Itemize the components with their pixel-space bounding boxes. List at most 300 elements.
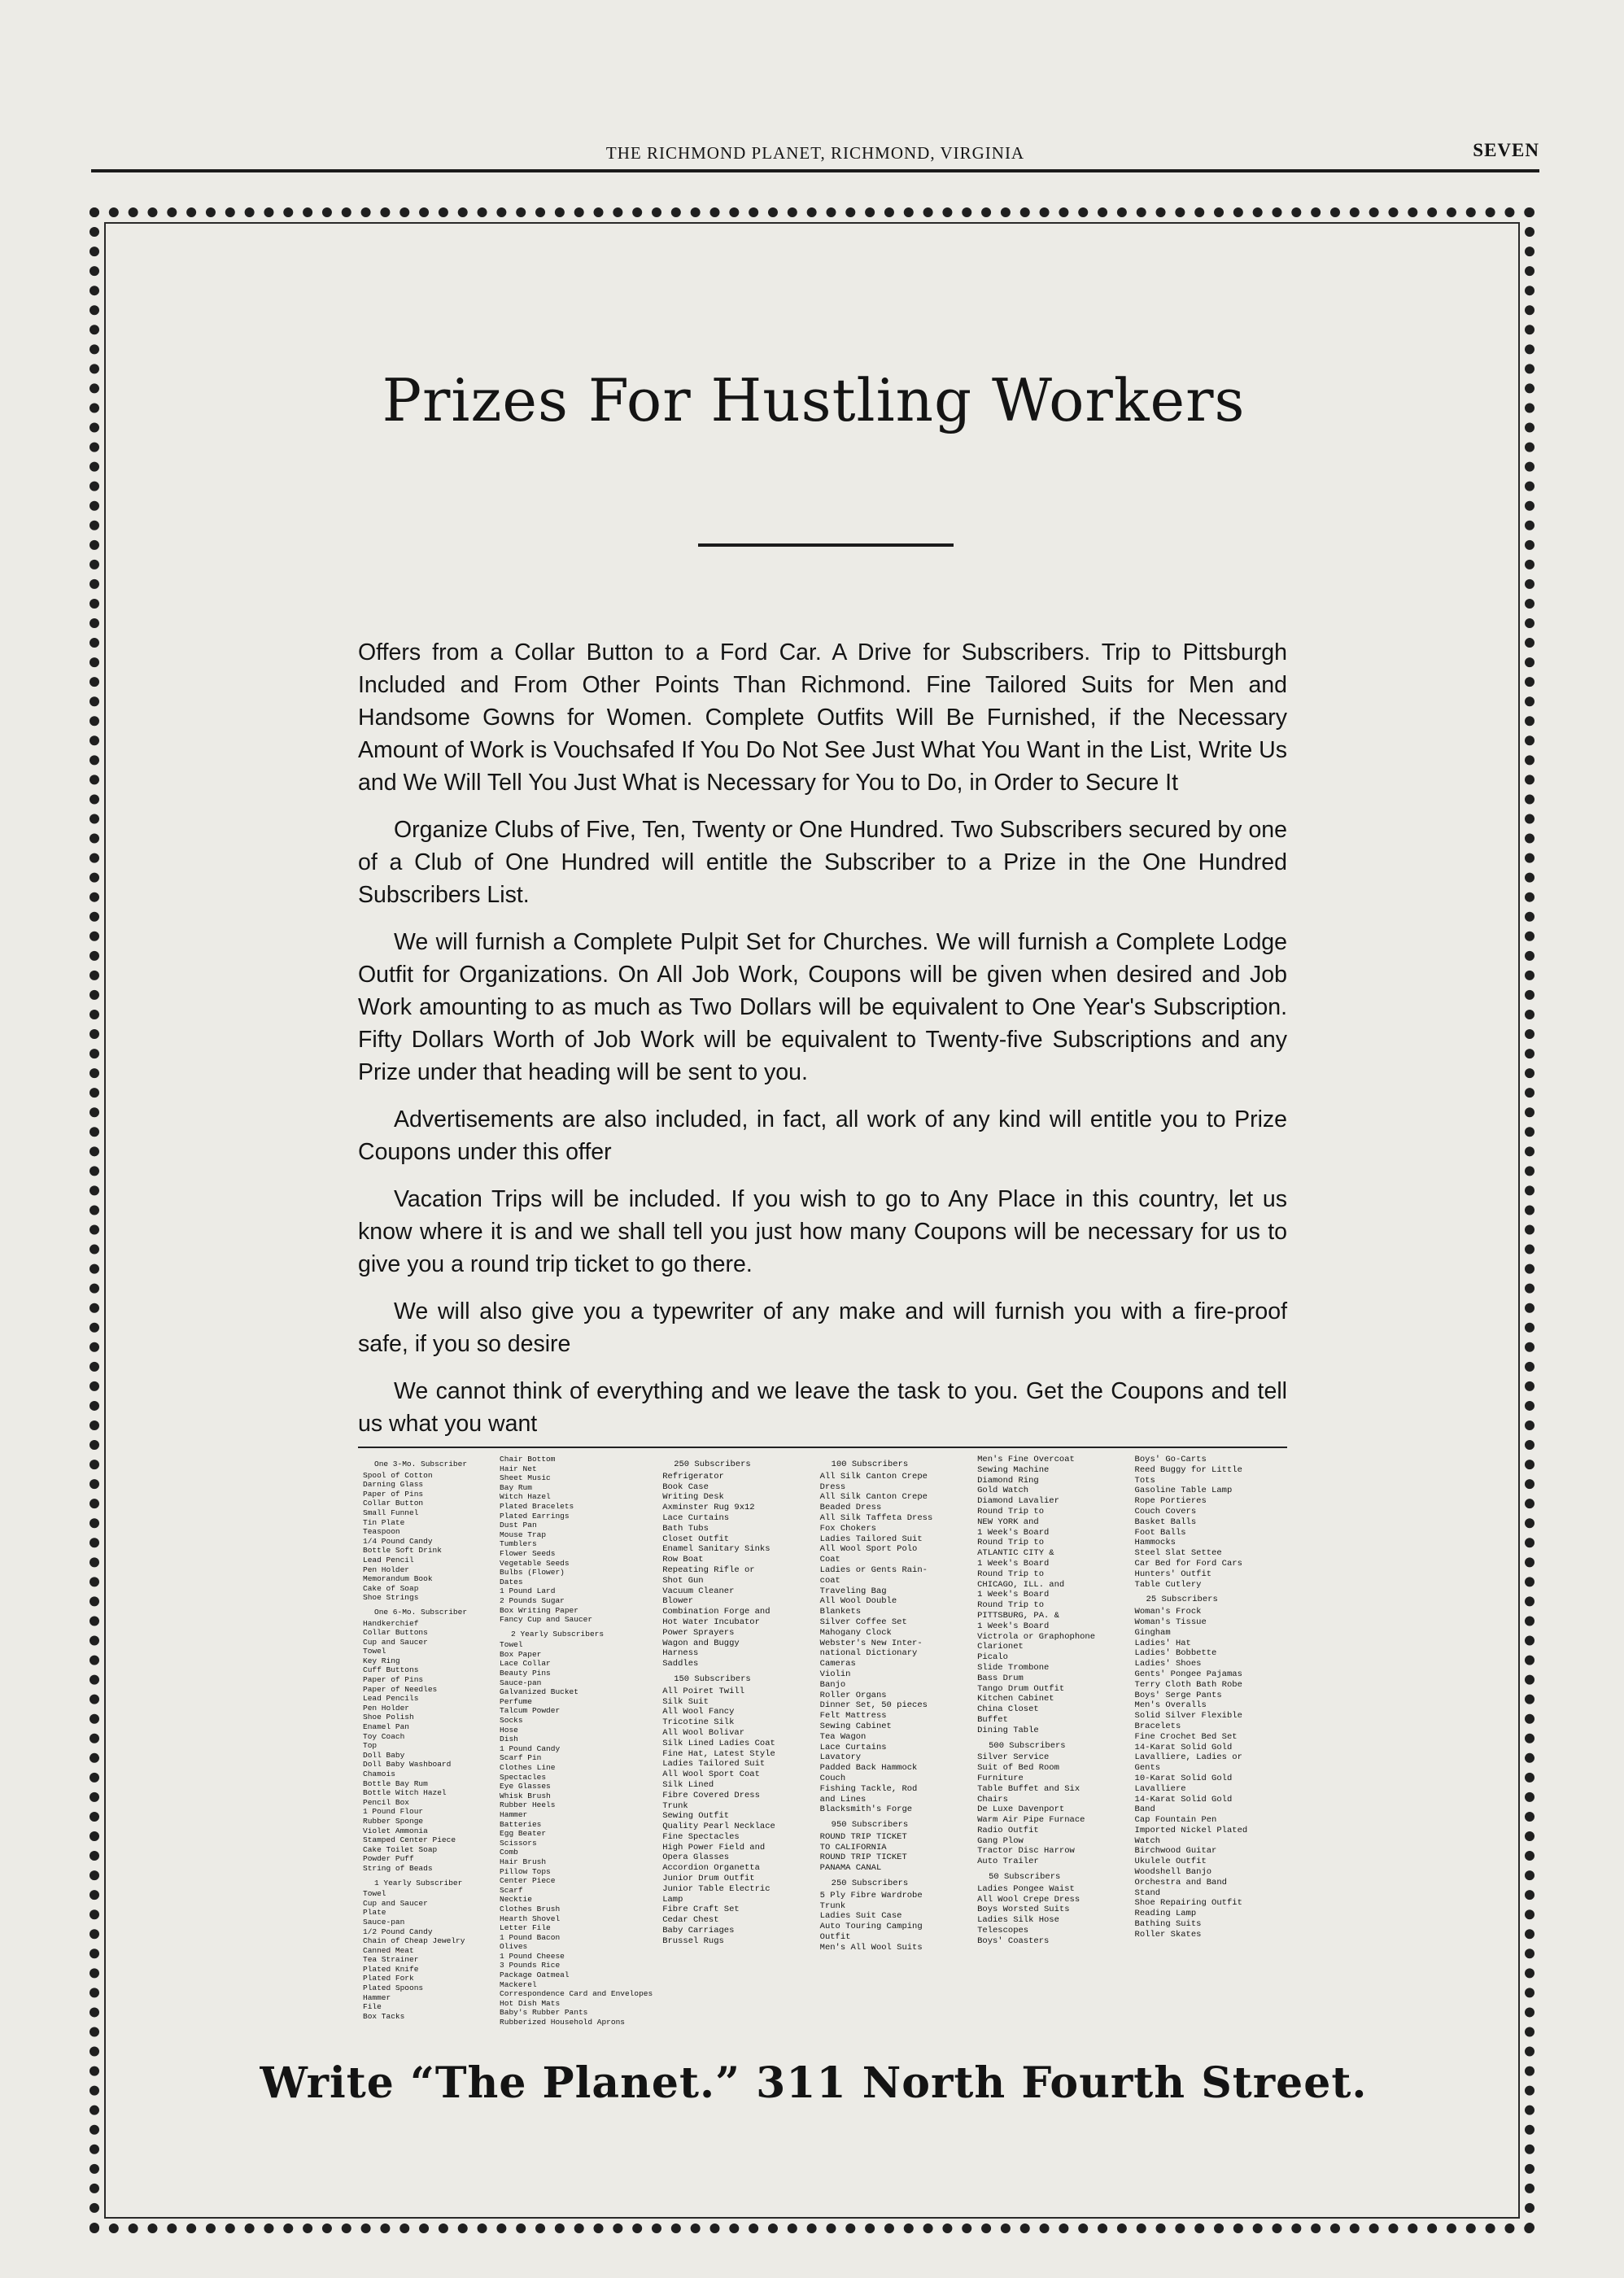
prize-item: Traveling Bag: [819, 1586, 887, 1596]
prize-item: Opera Glasses: [662, 1853, 730, 1863]
prize-item: Boys' Serge Pants: [1134, 1690, 1222, 1700]
prize-item: Diamond Ring: [977, 1475, 1039, 1486]
prize-item: Hearth Shovel: [500, 1914, 561, 1923]
prize-item: Scissors: [500, 1838, 537, 1848]
prize-item: Talcum Powder: [500, 1706, 561, 1716]
prize-item: 1 Week's Board: [977, 1558, 1050, 1569]
headline: Prizes For Hustling Workers: [382, 366, 1246, 434]
page-number: SEVEN: [1473, 140, 1539, 160]
prize-item: CHICAGO, ILL. and: [977, 1579, 1065, 1590]
prize-item: Darning Glass: [363, 1480, 424, 1490]
prize-item: Rubber Sponge: [363, 1816, 424, 1826]
prize-item: Picalo: [977, 1652, 1008, 1663]
prize-item: Hair Net: [500, 1464, 537, 1473]
prize-item: Watch: [1134, 1835, 1161, 1846]
masthead-rule: [91, 169, 1539, 172]
prize-item: Tricotine Silk: [662, 1717, 735, 1728]
prize-item: Solid Silver Flexible: [1134, 1711, 1242, 1722]
prize-item: Stand: [1134, 1887, 1161, 1898]
prize-item: Lavatory: [819, 1752, 862, 1763]
prize-item: Scarf: [500, 1885, 523, 1895]
prize-item: Banjo: [819, 1679, 846, 1690]
prize-item: Webster's New Inter-: [819, 1638, 923, 1648]
prize-item: Basket Balls: [1134, 1516, 1197, 1527]
prize-item: Flower Seeds: [500, 1548, 556, 1558]
prize-item: 1 Week's Board: [977, 1590, 1050, 1600]
prize-item: Ladies Tailored Suit: [662, 1759, 766, 1770]
prize-item: Hot Dish Mats: [500, 1998, 561, 2008]
prize-item: Roller Organs: [819, 1690, 887, 1700]
prize-tier-heading: 2 Yearly Subscribers: [511, 1629, 605, 1639]
prize-item: Auto Trailer: [977, 1857, 1039, 1867]
prize-item: Plated Bracelets: [500, 1501, 574, 1511]
prize-item: Radio Outfit: [977, 1825, 1039, 1835]
prize-item: Pen Holder: [363, 1564, 410, 1574]
prize-item: Clothes Brush: [500, 1904, 561, 1914]
prize-item: 1 Pound Lard: [500, 1586, 556, 1596]
prize-item: 1 Week's Board: [977, 1621, 1050, 1631]
prize-item: All Wool Sport Coat: [662, 1770, 760, 1780]
prize-item: Hammer: [500, 1809, 528, 1819]
prize-item: coat: [819, 1575, 840, 1586]
paragraph-vacation-trips: Vacation Trips will be included. If you wish to go to Any Place in this country, let us know where it is and we shall tell you just how many Coupons will be necessary for us to give you a round trip ticket to go there.: [358, 1186, 1287, 1277]
prize-item: Handkerchief: [363, 1618, 419, 1628]
prize-item: Book Case: [662, 1482, 709, 1492]
prize-item: Victrola or Graphophone: [977, 1631, 1096, 1642]
prize-item: Dust Pan: [500, 1521, 537, 1530]
prize-item: 2 Pounds Sugar: [500, 1595, 565, 1605]
prize-item: Letter File: [500, 1923, 551, 1933]
prize-item: Foot Balls: [1134, 1527, 1186, 1538]
prize-item: All Poiret Twill: [662, 1686, 745, 1696]
prize-item: Enamel Pan: [363, 1722, 410, 1732]
prize-item: Dates: [500, 1577, 523, 1586]
prize-item: Bottle Bay Rum: [363, 1778, 428, 1788]
prize-item: Bottle Soft Drink: [363, 1546, 442, 1556]
prize-item: Hair Brush: [500, 1857, 547, 1866]
prize-item: Cake Toilet Soap: [363, 1844, 438, 1854]
prize-item: Powder Puff: [363, 1854, 414, 1864]
prize-item: Plated Spoons: [363, 1983, 424, 1993]
prize-item: Hunters' Outfit: [1134, 1569, 1212, 1579]
prize-column: [815, 1448, 972, 2023]
prize-item: national Dictionary: [819, 1648, 918, 1659]
prize-item: Gingham: [1134, 1627, 1171, 1638]
prize-item: Package Oatmeal: [500, 1970, 570, 1980]
prize-item: Eye Glasses: [500, 1782, 551, 1791]
prize-item: Tractor Disc Harrow: [977, 1846, 1075, 1857]
prize-item: Orchestra and Band: [1134, 1877, 1227, 1887]
prize-item: Harness: [662, 1648, 699, 1659]
paragraph-clubs: Organize Clubs of Five, Ten, Twenty or One Hundred. Two Subscribers secured by one of a Club of One Hundred will entitle the Subscriber to a Prize in the One Hundred Subscribers List.: [358, 817, 1287, 908]
prize-item: Lace Curtains: [662, 1512, 730, 1523]
prize-item: All Wool Sport Polo: [819, 1544, 918, 1555]
prize-item: Sheet Music: [500, 1473, 551, 1483]
prize-item: Perfume: [500, 1696, 532, 1706]
prize-item: 1 Pound Cheese: [500, 1951, 565, 1961]
prize-item: 1 Pound Flour: [363, 1807, 424, 1817]
prize-item: 10-Karat Solid Gold: [1134, 1773, 1233, 1783]
prize-item: Fishing Tackle, Rod: [819, 1783, 918, 1794]
prize-tier-heading: 500 Subscribers: [989, 1740, 1066, 1751]
prize-column: [657, 1448, 814, 2023]
prize-item: Trunk: [819, 1901, 846, 1911]
prize-item: Quality Pearl Necklace: [662, 1822, 775, 1832]
prize-item: Canned Meat: [363, 1945, 414, 1955]
prize-item: Slide Trombone: [977, 1662, 1050, 1673]
prize-item: Kitchen Cabinet: [977, 1694, 1054, 1704]
prize-item: Galvanized Bucket: [500, 1687, 578, 1697]
prize-item: Trunk: [662, 1800, 688, 1811]
prize-item: Couch: [819, 1773, 846, 1783]
prize-item: Doll Baby Washboard: [363, 1760, 452, 1770]
prize-item: China Closet: [977, 1704, 1039, 1715]
prize-item: Ladies Pongee Waist: [977, 1883, 1075, 1894]
prize-item: Birchwood Guitar: [1134, 1846, 1217, 1857]
prize-item: Pillow Tops: [500, 1866, 551, 1876]
prize-tier-heading: One 6-Mo. Subscriber: [374, 1607, 468, 1617]
prize-item: Lavalliere: [1134, 1783, 1186, 1794]
prize-item: Tots: [1134, 1475, 1155, 1486]
prize-item: Blacksmith's Forge: [819, 1805, 913, 1815]
prize-item: Cup and Saucer: [363, 1637, 428, 1647]
prize-item: Furniture: [977, 1773, 1024, 1783]
prize-item: Paper of Pins: [363, 1489, 424, 1499]
prize-item: Memorandum Book: [363, 1574, 433, 1584]
prize-item: 3 Pounds Rice: [500, 1961, 561, 1970]
prize-item: Enamel Sanitary Sinks: [662, 1544, 771, 1555]
footer-address: Write “The Planet.” 311 North Fourth Street.: [260, 2058, 1368, 2108]
prize-item: Sauce-pan: [500, 1678, 542, 1687]
prize-item: 1 Week's Board: [977, 1527, 1050, 1538]
prize-tier-heading: 50 Subscribers: [989, 1872, 1061, 1883]
prize-item: Terry Cloth Bath Robe: [1134, 1679, 1242, 1690]
prize-item: Rubber Heels: [500, 1800, 556, 1810]
prize-item: Ladies Suit Case: [819, 1911, 902, 1922]
prize-item: Silk Lined Ladies Coat: [662, 1738, 775, 1748]
prize-item: Lamp: [662, 1894, 683, 1905]
prize-item: Fibre Covered Dress: [662, 1790, 760, 1800]
prize-item: Cedar Chest: [662, 1915, 719, 1926]
prize-item: Towel: [363, 1889, 386, 1899]
prize-item: Witch Hazel: [500, 1492, 551, 1502]
prize-item: Toy Coach: [363, 1731, 405, 1741]
prize-item: Auto Touring Camping: [819, 1922, 923, 1932]
prize-item: Refrigerator: [662, 1471, 724, 1482]
prize-item: Violin: [819, 1669, 851, 1679]
prize-item: Collar Button: [363, 1499, 424, 1508]
prize-item: Sewing Machine: [977, 1464, 1050, 1475]
prize-item: Gang Plow: [977, 1835, 1024, 1846]
prize-item: Dinner Set, 50 pieces: [819, 1700, 928, 1711]
prize-item: Junior Table Electric: [662, 1883, 771, 1894]
prize-item: Clarionet: [977, 1642, 1024, 1652]
prize-item: Woodshell Banjo: [1134, 1867, 1212, 1878]
prize-item: Lead Pencils: [363, 1694, 419, 1704]
prize-item: Silk Suit: [662, 1696, 709, 1707]
prize-item: Accordion Organetta: [662, 1863, 760, 1874]
paragraph-advertisements: Advertisements are also included, in fact, all work of any kind will entitle you to Prize Coupons under this offer: [358, 1106, 1287, 1165]
prize-item: Sewing Cabinet: [819, 1721, 892, 1731]
prize-item: All Silk Canton Crepe: [819, 1492, 928, 1503]
prize-item: Vegetable Seeds: [500, 1558, 570, 1568]
prize-item: Shot Gun: [662, 1575, 704, 1586]
prize-item: Chairs: [977, 1794, 1008, 1805]
prize-item: Hot Water Incubator: [662, 1617, 760, 1627]
prize-item: Sewing Outfit: [662, 1811, 730, 1822]
prize-item: Cake of Soap: [363, 1583, 419, 1593]
prize-item: Sauce-pan: [363, 1917, 405, 1927]
prize-item: Blankets: [819, 1607, 862, 1617]
prize-tier-heading: One 3-Mo. Subscriber: [374, 1460, 468, 1468]
prize-item: Chain of Cheap Jewelry: [363, 1936, 465, 1946]
prize-item: and Lines: [819, 1794, 867, 1805]
headline-rule: [698, 543, 954, 547]
prize-item: Padded Back Hammock: [819, 1763, 918, 1774]
prize-item: Outfit: [819, 1932, 851, 1943]
prize-item: Blower: [662, 1596, 693, 1607]
prize-item: Socks: [500, 1716, 523, 1726]
prize-item: ROUND TRIP TICKET: [819, 1853, 907, 1863]
prize-item: Saddles: [662, 1659, 699, 1669]
prize-item: Plate: [363, 1908, 386, 1918]
prize-item: Cameras: [819, 1659, 856, 1669]
prize-item: Round Trip to: [977, 1600, 1045, 1611]
prize-item: Mahogany Clock: [819, 1627, 892, 1638]
prize-item: TO CALIFORNIA: [819, 1842, 887, 1853]
prize-item: Car Bed for Ford Cars: [1134, 1558, 1242, 1569]
prize-item: Chamois: [363, 1770, 395, 1778]
prize-item: Key Ring: [363, 1656, 400, 1665]
prize-tier-heading: 25 Subscribers: [1146, 1595, 1218, 1605]
prize-column: [495, 1448, 657, 2027]
prize-item: Woman's Frock: [1134, 1607, 1202, 1617]
prize-item: Round Trip to: [977, 1569, 1045, 1579]
paragraph-intro: Offers from a Collar Button to a Ford Car. A Drive for Subscribers. Trip to Pittsburgh Included and From Other Points Than Richmond. Fine Tailored Suits for Men and Handsome Gowns for Women. Complete Outfits Will Be Furnished, if the Necessary Amount of Work is Vouchsafed If You Do Not See Just What You Want in the List, Write Us and We Will Tell You Just What is Necessary for You to Do, in Order to Secure It: [358, 639, 1287, 796]
prize-item: Egg Beater: [500, 1829, 547, 1839]
prize-item: Junior Drum Outfit: [662, 1874, 755, 1884]
prize-item: Cap Fountain Pen: [1134, 1815, 1217, 1826]
prize-item: Hose: [500, 1725, 518, 1735]
prize-item: Ladies Tailored Suit: [819, 1534, 923, 1544]
prize-item: Wagon and Buggy: [662, 1638, 740, 1648]
prize-tier-heading: 950 Subscribers: [831, 1820, 909, 1831]
prize-item: Spool of Cotton: [363, 1470, 433, 1480]
prize-item: Men's Overalls: [1134, 1700, 1207, 1711]
masthead-title: THE RICHMOND PLANET, RICHMOND, VIRGINIA: [605, 143, 1025, 163]
prize-item: Table Buffet and Six: [977, 1783, 1080, 1794]
prize-item: Ladies or Gents Rain-: [819, 1564, 928, 1575]
prize-item: Power Sprayers: [662, 1627, 735, 1638]
prize-item: Reading Lamp: [1134, 1909, 1197, 1919]
prize-item: Coat: [819, 1555, 840, 1565]
prize-item: 14-Karat Solid Gold: [1134, 1742, 1233, 1752]
prize-item: Tin Plate: [363, 1517, 405, 1527]
prize-item: High Power Field and: [662, 1842, 766, 1853]
prize-item: Spectacles: [500, 1772, 547, 1782]
prize-tier-heading: 1 Yearly Subscriber: [374, 1878, 463, 1887]
article-body: [358, 636, 1287, 1455]
prize-item: Suit of Bed Room: [977, 1763, 1059, 1774]
prize-item: Lace Collar: [500, 1659, 551, 1669]
prize-item: 5 Ply Fibre Wardrobe: [819, 1890, 923, 1901]
prize-item: Box Tacks: [363, 2011, 405, 2021]
prize-item: 1 Pound Candy: [500, 1743, 561, 1753]
prize-item: Men's Fine Overcoat: [977, 1455, 1075, 1464]
prize-item: File: [363, 2002, 382, 2012]
prize-item: Paper of Needles: [363, 1684, 438, 1694]
prize-item: Fine Spectacles: [662, 1831, 740, 1842]
prize-item: Bathing Suits: [1134, 1919, 1202, 1930]
prize-item: Mackerel: [500, 1979, 537, 1989]
prize-item: Roller Skates: [1134, 1929, 1202, 1940]
prize-item: Row Boat: [662, 1555, 704, 1565]
prize-item: Gold Watch: [977, 1486, 1029, 1496]
prize-item: Violet Ammonia: [363, 1826, 428, 1835]
prize-item: Couch Covers: [1134, 1506, 1197, 1516]
prize-item: Small Funnel: [363, 1508, 419, 1517]
prize-item: Fine Crochet Bed Set: [1134, 1731, 1238, 1742]
prize-item: Men's All Wool Suits: [819, 1942, 923, 1953]
prize-item: All Wool Double: [819, 1596, 897, 1607]
prize-item: Tango Drum Outfit: [977, 1683, 1065, 1694]
prize-item: Shoe Strings: [363, 1593, 419, 1603]
prize-item: Warm Air Pipe Furnace: [977, 1815, 1085, 1826]
prize-item: Boys' Go-Carts: [1134, 1455, 1207, 1464]
prize-item: Correspondence Card and Envelopes: [500, 1989, 653, 1999]
prize-item: Pencil Box: [363, 1797, 410, 1807]
prize-item: Axminster Rug 9x12: [662, 1503, 755, 1513]
prize-item: Round Trip to: [977, 1538, 1045, 1548]
prize-item: Steel Slat Settee: [1134, 1548, 1222, 1559]
prize-item: Teaspoon: [363, 1527, 400, 1537]
prize-item: Towel: [500, 1640, 523, 1650]
paragraph-closing: We cannot think of everything and we leave the task to you. Get the Coupons and tell us what you want: [358, 1378, 1287, 1437]
prize-item: Brussel Rugs: [662, 1935, 724, 1946]
prize-item: Silk Lined: [662, 1779, 714, 1790]
prize-item: Diamond Lavalier: [977, 1496, 1059, 1507]
prize-item: Comb: [500, 1848, 518, 1857]
prize-item: Repeating Rifle or: [662, 1564, 755, 1575]
prize-item: Olives: [500, 1942, 528, 1952]
prize-item: Ladies' Bobbette: [1134, 1648, 1217, 1659]
prize-item: Hammocks: [1134, 1538, 1176, 1548]
prize-item: All Wool Fancy: [662, 1707, 735, 1717]
prize-item: NEW YORK and: [977, 1516, 1039, 1527]
prize-item: De Luxe Davenport: [977, 1805, 1065, 1815]
prize-item: Mouse Trap: [500, 1530, 547, 1539]
prize-item: Top: [363, 1741, 378, 1751]
prize-item: Chair Bottom: [500, 1455, 556, 1464]
prize-item: Fine Hat, Latest Style: [662, 1748, 775, 1759]
prize-item: Fibre Craft Set: [662, 1905, 740, 1915]
prize-item: Shoe Polish: [363, 1713, 414, 1722]
prize-item: Bracelets: [1134, 1721, 1181, 1731]
prize-item: Rope Portieres: [1134, 1496, 1207, 1507]
prize-item: Tea Wagon: [819, 1731, 867, 1742]
prize-item: 1 Pound Bacon: [500, 1932, 561, 1942]
prize-item: PANAMA CANAL: [819, 1863, 882, 1874]
prize-item: Bath Tubs: [662, 1523, 709, 1534]
prize-item: Box Paper: [500, 1649, 542, 1659]
prize-item: Closet Outfit: [662, 1534, 730, 1544]
prize-item: Plated Fork: [363, 1974, 414, 1983]
prize-item: Silver Coffee Set: [819, 1617, 907, 1627]
prize-item: Buffet: [977, 1714, 1008, 1725]
prize-tier-heading: 150 Subscribers: [674, 1674, 751, 1684]
prize-item: Reed Buggy for Little: [1134, 1464, 1242, 1475]
prize-item: Lace Curtains: [819, 1742, 887, 1752]
prize-item: Tea Strainer: [363, 1955, 419, 1965]
prize-item: 14-Karat Solid Gold: [1134, 1794, 1233, 1805]
prize-item: Cuff Buttons: [363, 1665, 419, 1675]
prize-item: Dining Table: [977, 1725, 1039, 1735]
prize-item: Gasoline Table Lamp: [1134, 1486, 1233, 1496]
prize-item: Center Piece: [500, 1876, 556, 1886]
prize-item: Round Trip to: [977, 1506, 1045, 1516]
prize-item: Ladies' Hat: [1134, 1638, 1191, 1648]
masthead: [91, 140, 1539, 172]
prize-item: 1/2 Pound Candy: [363, 1927, 433, 1936]
prize-item: Felt Mattress: [819, 1711, 887, 1722]
prize-item: ROUND TRIP TICKET: [819, 1831, 907, 1842]
paragraph-job-work: We will furnish a Complete Pulpit Set for Churches. We will furnish a Complete Lodge Outfit for Organizations. On All Job Work, Coupons will be given when desired and Job Work amounting to as much as Two Dollars will be equivalent to One Year's Subscription. Fifty Dollars Worth of Job Work will be equivalent to Twenty-five Subscriptions and any Prize under that heading will be sent to you.: [358, 929, 1287, 1085]
prize-item: Boys' Coasters: [977, 1935, 1050, 1946]
prize-item: All Silk Taffeta Dress: [819, 1512, 933, 1523]
prize-item: Cup and Saucer: [363, 1898, 428, 1908]
prize-item: PITTSBURG, PA. &: [977, 1610, 1059, 1621]
prize-item: Baby Carriages: [662, 1926, 735, 1936]
prize-item: Stamped Center Piece: [363, 1835, 456, 1845]
prize-item: Collar Buttons: [363, 1628, 428, 1638]
prize-item: Bass Drum: [977, 1673, 1024, 1683]
prize-item: Lead Pencil: [363, 1555, 414, 1564]
prize-tier-heading: 250 Subscribers: [831, 1879, 909, 1889]
prize-item: String of Beads: [363, 1863, 433, 1873]
prize-item: Band: [1134, 1805, 1155, 1815]
prize-item: Bulbs (Flower): [500, 1568, 565, 1578]
prize-item: ATLANTIC CITY &: [977, 1548, 1054, 1559]
prize-tier-heading: 250 Subscribers: [674, 1460, 751, 1469]
prize-item: All Wool Bolivar: [662, 1727, 745, 1738]
prize-item: Beauty Pins: [500, 1669, 551, 1678]
prize-item: Dish: [500, 1735, 518, 1744]
prize-item: Whisk Brush: [500, 1791, 551, 1800]
prize-lists: [358, 1447, 1287, 2027]
prize-item: Combination Forge and: [662, 1607, 771, 1617]
prize-item: Vacuum Cleaner: [662, 1586, 735, 1596]
prize-item: Boys Worsted Suits: [977, 1905, 1070, 1915]
prize-item: Ladies' Shoes: [1134, 1659, 1202, 1669]
prize-tier-heading: 100 Subscribers: [831, 1460, 909, 1469]
prize-item: Rubberized Household Aprons: [500, 2018, 625, 2027]
prize-item: Table Cutlery: [1134, 1579, 1202, 1590]
prize-item: All Wool Crepe Dress: [977, 1894, 1080, 1905]
prize-item: Clothes Line: [500, 1763, 556, 1772]
prize-item: Scarf Pin: [500, 1753, 542, 1763]
prize-item: Box Writing Paper: [500, 1605, 578, 1615]
prize-item: Imported Nickel Plated: [1134, 1825, 1248, 1835]
prize-item: Bottle Witch Hazel: [363, 1788, 447, 1798]
prize-item: Hammer: [363, 1992, 391, 2002]
prize-item: Paper of Pins: [363, 1675, 424, 1685]
prize-item: Telescopes: [977, 1926, 1029, 1936]
prize-item: Baby's Rubber Pants: [500, 2008, 588, 2018]
prize-item: Lavalliere, Ladies or: [1134, 1752, 1242, 1763]
prize-item: Plated Knife: [363, 1964, 419, 1974]
prize-item: Gents: [1134, 1763, 1161, 1774]
prize-item: Plated Earrings: [500, 1511, 570, 1521]
